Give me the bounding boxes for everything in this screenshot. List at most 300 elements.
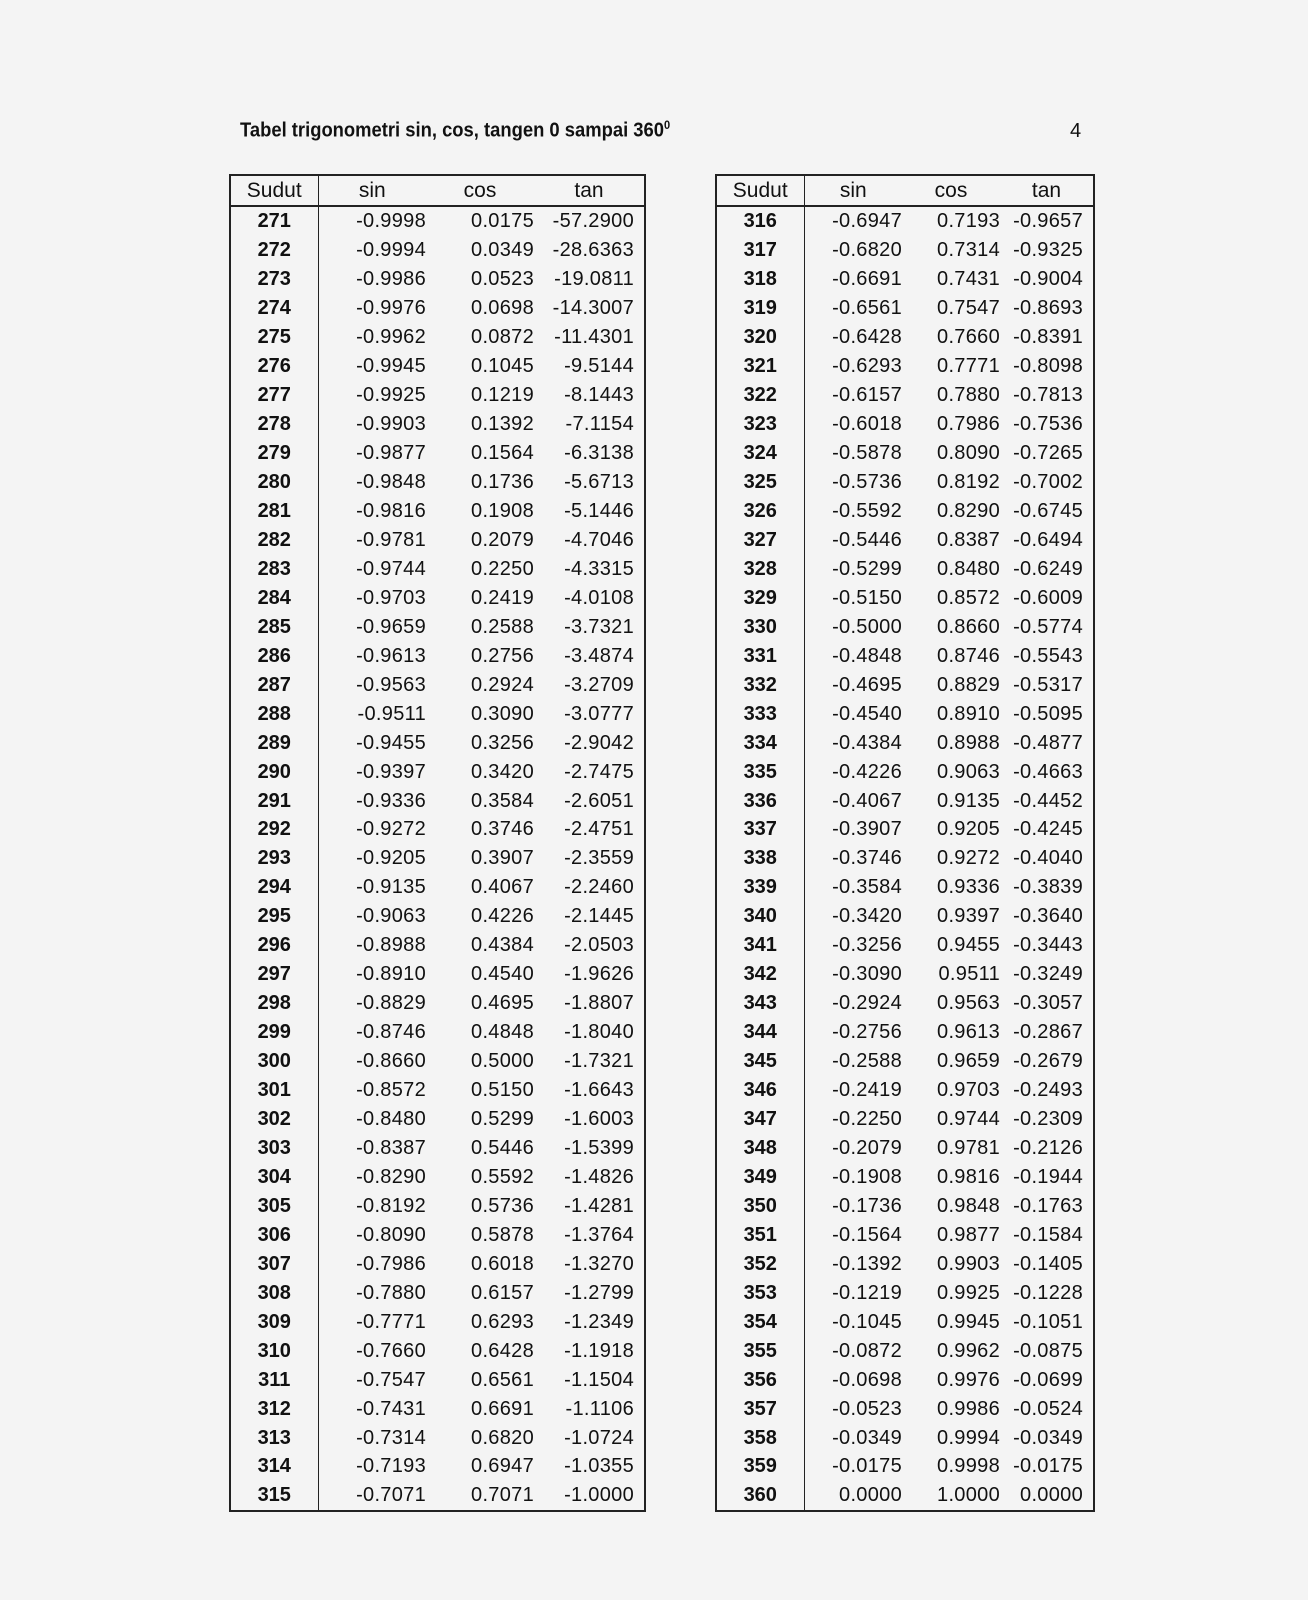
cell-sudut: 272: [230, 236, 318, 265]
cell-sin: -0.8192: [356, 1194, 426, 1217]
cell-tan: -4.0108: [564, 586, 634, 609]
cell-sin: -0.2079: [832, 1136, 902, 1159]
cell-cos: 0.3420: [471, 760, 534, 783]
cell-sudut: 338: [716, 844, 804, 873]
cell-tan: -6.3138: [564, 442, 634, 465]
cell-cos: 0.8387: [937, 528, 1000, 551]
cell-cos: 0.9703: [937, 1079, 1000, 1102]
cell-cos: 0.0175: [471, 210, 534, 233]
table-row: [230, 323, 645, 352]
cell-cos: 0.7431: [937, 268, 1000, 291]
table-row: [716, 294, 1094, 323]
cell-sudut: 354: [716, 1307, 804, 1336]
cell-tan: -0.1584: [1013, 1223, 1083, 1246]
header-tan: tan: [1000, 175, 1094, 206]
cell-cos: 0.6561: [471, 1368, 534, 1391]
cell-sudut: 310: [230, 1336, 318, 1365]
table-row: [716, 786, 1094, 815]
cell-sudut: 289: [230, 728, 318, 757]
cell-sudut: 319: [716, 294, 804, 323]
table-row: [716, 468, 1094, 497]
header-sudut: Sudut: [230, 175, 318, 206]
cell-sin: -0.9336: [356, 789, 426, 812]
cell-cos: 0.9816: [937, 1165, 1000, 1188]
cell-sudut: 304: [230, 1162, 318, 1191]
cell-tan: -2.3559: [564, 847, 634, 870]
cell-sin: -0.0175: [832, 1455, 902, 1478]
cell-tan: -0.6009: [1013, 586, 1083, 609]
cell-cos: 0.5299: [471, 1108, 534, 1131]
table-row: [230, 1134, 645, 1163]
cell-tan: -1.3270: [564, 1252, 634, 1275]
table-row: [716, 497, 1094, 526]
cell-sin: -0.0698: [832, 1368, 902, 1391]
cell-cos: 0.1736: [471, 471, 534, 494]
cell-sin: -0.6820: [832, 239, 902, 262]
page-title: [240, 118, 670, 143]
cell-tan: -1.2799: [564, 1281, 634, 1304]
cell-sin: -0.9925: [356, 384, 426, 407]
table-row: [716, 1076, 1094, 1105]
cell-cos: 0.7547: [937, 297, 1000, 320]
cell-tan: -2.4751: [564, 818, 634, 841]
cell-cos: 0.9336: [937, 876, 1000, 899]
cell-sudut: 312: [230, 1394, 318, 1423]
cell-sudut: 275: [230, 323, 318, 352]
cell-sudut: 306: [230, 1220, 318, 1249]
cell-cos: 0.9563: [937, 992, 1000, 1015]
table-row: [716, 960, 1094, 989]
table-row: [716, 1220, 1094, 1249]
table-row: [716, 1134, 1094, 1163]
cell-tan: -9.5144: [564, 355, 634, 378]
table-row: [716, 641, 1094, 670]
table-row: [716, 1394, 1094, 1423]
cell-sin: -0.2924: [832, 992, 902, 1015]
cell-sin: -0.9903: [356, 413, 426, 436]
cell-tan: -0.2126: [1013, 1136, 1083, 1159]
cell-sin: -0.6428: [832, 326, 902, 349]
table-row: [230, 265, 645, 294]
cell-sin: -0.9205: [356, 847, 426, 870]
cell-tan: -8.1443: [564, 384, 634, 407]
cell-tan: -19.0811: [554, 268, 634, 291]
cell-tan: -2.7475: [564, 760, 634, 783]
cell-sin: -0.3584: [832, 876, 902, 899]
table-row: [716, 352, 1094, 381]
cell-cos: 0.8572: [937, 586, 1000, 609]
cell-tan: -3.2709: [564, 673, 634, 696]
cell-tan: -1.4281: [564, 1194, 634, 1217]
table-row: [230, 1162, 645, 1191]
cell-sudut: 330: [716, 612, 804, 641]
cell-tan: -0.0875: [1013, 1339, 1083, 1362]
table-row: [716, 439, 1094, 468]
cell-cos: 0.9397: [937, 905, 1000, 928]
cell-cos: 0.1219: [471, 384, 534, 407]
cell-sudut: 344: [716, 1018, 804, 1047]
cell-tan: -0.4245: [1013, 818, 1083, 841]
table-row: [230, 525, 645, 554]
cell-tan: -1.9626: [564, 963, 634, 986]
cell-tan: -0.7813: [1013, 384, 1083, 407]
cell-cos: 0.9744: [937, 1108, 1000, 1131]
cell-tan: -1.3764: [564, 1223, 634, 1246]
cell-tan: -0.4452: [1013, 789, 1083, 812]
cell-sin: -0.9976: [356, 297, 426, 320]
cell-tan: -3.7321: [564, 615, 634, 638]
cell-sin: -0.9135: [356, 876, 426, 899]
cell-cos: 0.3907: [471, 847, 534, 870]
table-row: [230, 352, 645, 381]
cell-sudut: 345: [716, 1047, 804, 1076]
cell-sudut: 290: [230, 757, 318, 786]
cell-tan: -0.9325: [1013, 239, 1083, 262]
cell-cos: 0.5878: [471, 1223, 534, 1246]
cell-cos: 0.7986: [937, 413, 1000, 436]
table-row: [716, 525, 1094, 554]
table-row: [716, 1162, 1094, 1191]
cell-sudut: 350: [716, 1191, 804, 1220]
cell-cos: 0.5000: [471, 1050, 534, 1073]
cell-sudut: 271: [230, 206, 318, 236]
cell-tan: -5.6713: [564, 471, 634, 494]
cell-cos: 0.9848: [937, 1194, 1000, 1217]
cell-sudut: 273: [230, 265, 318, 294]
cell-cos: 0.0698: [471, 297, 534, 320]
cell-cos: 0.7071: [471, 1484, 534, 1507]
table-row: [230, 612, 645, 641]
cell-sin: -0.7071: [356, 1484, 426, 1507]
cell-tan: -0.6745: [1013, 500, 1083, 522]
cell-sudut: 303: [230, 1134, 318, 1163]
cell-sudut: 295: [230, 902, 318, 931]
table-row: [230, 468, 645, 497]
table-row: [230, 1249, 645, 1278]
cell-sin: -0.0872: [832, 1339, 902, 1362]
cell-sin: -0.1908: [832, 1165, 902, 1188]
trig-table-left: [229, 174, 646, 1512]
cell-cos: 0.1392: [471, 413, 534, 436]
cell-sin: -0.5299: [832, 557, 902, 580]
cell-sudut: 333: [716, 699, 804, 728]
cell-tan: -1.6643: [564, 1079, 634, 1102]
cell-sin: -0.8829: [356, 992, 426, 1015]
table-row: [716, 236, 1094, 265]
table-row: [230, 786, 645, 815]
cell-sin: -0.9877: [356, 442, 426, 465]
cell-sin: -0.9986: [356, 268, 426, 291]
cell-tan: -1.5399: [564, 1136, 634, 1159]
cell-cos: 0.5592: [471, 1165, 534, 1188]
cell-sin: -0.9563: [356, 673, 426, 696]
cell-cos: 0.4695: [471, 992, 534, 1015]
cell-sin: -0.7547: [356, 1368, 426, 1391]
cell-sudut: 347: [716, 1105, 804, 1134]
table-body-right: [716, 206, 1094, 1511]
cell-cos: 0.2079: [471, 528, 534, 551]
table-row: [716, 902, 1094, 931]
cell-sin: -0.9998: [356, 210, 426, 233]
cell-tan: -0.3443: [1013, 934, 1083, 957]
cell-sudut: 322: [716, 381, 804, 410]
table-row: [716, 1452, 1094, 1481]
table-row: [230, 381, 645, 410]
cell-sudut: 284: [230, 583, 318, 612]
cell-sudut: 299: [230, 1018, 318, 1047]
cell-tan: -0.4877: [1013, 731, 1083, 754]
cell-sudut: 343: [716, 989, 804, 1018]
table-row: [230, 1423, 645, 1452]
cell-sudut: 281: [230, 497, 318, 526]
table-row: [230, 670, 645, 699]
cell-cos: 0.7193: [937, 210, 1000, 233]
cell-sudut: 282: [230, 525, 318, 554]
cell-tan: -0.9657: [1013, 210, 1083, 233]
table-row: [230, 757, 645, 786]
cell-cos: 0.9925: [937, 1281, 1000, 1304]
cell-sudut: 331: [716, 641, 804, 670]
cell-sin: -0.9613: [356, 644, 426, 667]
cell-sudut: 342: [716, 960, 804, 989]
cell-cos: 0.1908: [471, 500, 534, 522]
cell-tan: -1.1504: [564, 1368, 634, 1391]
cell-cos: 0.9998: [937, 1455, 1000, 1478]
cell-cos: 1.0000: [937, 1484, 1000, 1507]
cell-sin: -0.8988: [356, 934, 426, 957]
cell-sudut: 286: [230, 641, 318, 670]
cell-sudut: 296: [230, 931, 318, 960]
cell-sin: -0.4384: [832, 731, 902, 754]
table-row: [716, 757, 1094, 786]
cell-sudut: 320: [716, 323, 804, 352]
cell-tan: -1.4826: [564, 1165, 634, 1188]
cell-sudut: 291: [230, 786, 318, 815]
cell-tan: -0.8693: [1013, 297, 1083, 320]
table-header-row: [716, 175, 1094, 206]
cell-tan: -0.8391: [1013, 326, 1083, 349]
cell-cos: 0.9994: [937, 1426, 1000, 1449]
table-row: [716, 1307, 1094, 1336]
cell-cos: 0.2588: [471, 615, 534, 638]
table-row: [230, 1076, 645, 1105]
cell-tan: -2.9042: [564, 731, 634, 754]
cell-sin: -0.5000: [832, 615, 902, 638]
cell-cos: 0.8090: [937, 442, 1000, 465]
table-row: [230, 1365, 645, 1394]
cell-sin: -0.9511: [357, 702, 426, 725]
cell-cos: 0.9986: [937, 1397, 1000, 1420]
cell-cos: 0.3584: [471, 789, 534, 812]
cell-sudut: 328: [716, 554, 804, 583]
cell-cos: 0.9205: [937, 818, 1000, 841]
cell-tan: -0.2679: [1013, 1050, 1083, 1073]
table-row: [716, 1423, 1094, 1452]
cell-cos: 0.0349: [471, 239, 534, 262]
cell-cos: 0.2250: [471, 557, 534, 580]
table-row: [716, 931, 1094, 960]
cell-sudut: 300: [230, 1047, 318, 1076]
cell-sudut: 335: [716, 757, 804, 786]
table-row: [716, 612, 1094, 641]
cell-sudut: 359: [716, 1452, 804, 1481]
cell-tan: -2.0503: [564, 934, 634, 957]
cell-tan: -0.7265: [1013, 442, 1083, 465]
cell-sudut: 323: [716, 410, 804, 439]
table-row: [716, 873, 1094, 902]
cell-sudut: 274: [230, 294, 318, 323]
cell-sin: -0.9962: [356, 326, 426, 349]
cell-sudut: 317: [716, 236, 804, 265]
table-body-left: [230, 206, 645, 1511]
cell-sin: -0.8660: [356, 1050, 426, 1073]
cell-cos: 0.6820: [471, 1426, 534, 1449]
cell-tan: -0.1944: [1013, 1165, 1083, 1188]
cell-cos: 0.9976: [937, 1368, 1000, 1391]
cell-tan: -0.7536: [1013, 413, 1083, 436]
cell-cos: 0.4384: [471, 934, 534, 957]
cell-sin: -0.9703: [356, 586, 426, 609]
cell-tan: -4.7046: [564, 528, 634, 551]
cell-sudut: 316: [716, 206, 804, 236]
table-row: [230, 844, 645, 873]
cell-sin: -0.8480: [356, 1108, 426, 1131]
cell-sudut: 278: [230, 410, 318, 439]
table-row: [230, 439, 645, 468]
cell-tan: -1.8040: [564, 1021, 634, 1044]
table-row: [230, 931, 645, 960]
table-row: [716, 844, 1094, 873]
cell-sin: -0.9781: [356, 528, 426, 551]
table-row: [230, 960, 645, 989]
cell-sin: -0.1392: [832, 1252, 902, 1275]
cell-cos: 0.6947: [471, 1455, 534, 1478]
cell-sin: -0.6561: [832, 297, 902, 320]
table-row: [230, 497, 645, 526]
cell-sin: -0.3256: [832, 934, 902, 957]
table-row: [230, 1220, 645, 1249]
cell-sudut: 326: [716, 497, 804, 526]
cell-sin: -0.2419: [832, 1079, 902, 1102]
cell-sudut: 360: [716, 1481, 804, 1511]
cell-sudut: 352: [716, 1249, 804, 1278]
cell-cos: 0.8192: [937, 471, 1000, 494]
cell-sin: -0.8910: [356, 963, 426, 986]
cell-sin: -0.7771: [356, 1310, 426, 1333]
cell-tan: -1.1918: [564, 1339, 634, 1362]
cell-cos: 0.9781: [937, 1136, 1000, 1159]
table-row: [230, 873, 645, 902]
cell-cos: 0.9903: [937, 1252, 1000, 1275]
cell-tan: -0.5543: [1013, 644, 1083, 667]
cell-sudut: 302: [230, 1105, 318, 1134]
cell-cos: 0.7880: [937, 384, 1000, 407]
cell-cos: 0.6018: [471, 1252, 534, 1275]
cell-cos: 0.4226: [471, 905, 534, 928]
table-header-row: [230, 175, 645, 206]
table-row: [230, 902, 645, 931]
cell-cos: 0.9877: [937, 1223, 1000, 1246]
header-sudut: Sudut: [716, 175, 804, 206]
cell-cos: 0.3256: [471, 731, 534, 754]
table-row: [230, 699, 645, 728]
cell-tan: -1.0000: [564, 1484, 634, 1507]
cell-tan: -0.0524: [1013, 1397, 1083, 1420]
cell-sin: -0.6157: [832, 384, 902, 407]
cell-sin: -0.4848: [832, 644, 902, 667]
cell-sudut: 280: [230, 468, 318, 497]
cell-cos: 0.0872: [471, 326, 534, 349]
cell-sin: -0.9945: [356, 355, 426, 378]
cell-sin: -0.4226: [832, 760, 902, 783]
table-row: [716, 989, 1094, 1018]
table-row: [716, 1191, 1094, 1220]
cell-sudut: 311: [230, 1365, 318, 1394]
cell-cos: 0.6428: [471, 1339, 534, 1362]
cell-sin: -0.3907: [832, 818, 902, 841]
cell-sudut: 318: [716, 265, 804, 294]
table-row: [716, 1336, 1094, 1365]
cell-sudut: 276: [230, 352, 318, 381]
cell-sudut: 329: [716, 583, 804, 612]
cell-sudut: 346: [716, 1076, 804, 1105]
table-row: [716, 670, 1094, 699]
cell-sudut: 353: [716, 1278, 804, 1307]
table-row: [716, 265, 1094, 294]
cell-cos: 0.2419: [471, 586, 534, 609]
cell-sin: -0.5878: [832, 442, 902, 465]
cell-tan: -1.8807: [564, 992, 634, 1015]
cell-tan: -1.6003: [564, 1108, 634, 1131]
cell-sin: -0.9848: [356, 471, 426, 494]
trig-table-right: [715, 174, 1095, 1512]
cell-sin: -0.9816: [356, 500, 426, 522]
cell-sin: -0.4067: [832, 789, 902, 812]
cell-sudut: 308: [230, 1278, 318, 1307]
cell-tan: -0.4040: [1013, 847, 1083, 870]
cell-cos: 0.2924: [471, 673, 534, 696]
table-row: [716, 815, 1094, 844]
cell-cos: 0.6691: [471, 1397, 534, 1420]
cell-tan: -0.3640: [1013, 905, 1083, 928]
cell-cos: 0.9063: [937, 760, 1000, 783]
cell-tan: -0.4663: [1013, 760, 1083, 783]
cell-tan: -1.2349: [564, 1310, 634, 1333]
cell-cos: 0.9945: [937, 1310, 1000, 1333]
table-row: [716, 728, 1094, 757]
cell-tan: -7.1154: [565, 413, 634, 436]
table-row: [716, 1018, 1094, 1047]
cell-tan: -2.6051: [564, 789, 634, 812]
table-row: [230, 1191, 645, 1220]
cell-sin: -0.8746: [356, 1021, 426, 1044]
cell-sin: -0.6018: [832, 413, 902, 436]
cell-sudut: 315: [230, 1481, 318, 1511]
cell-tan: -0.9004: [1013, 268, 1083, 291]
table-row: [230, 1105, 645, 1134]
table-row: [716, 1365, 1094, 1394]
cell-sin: -0.9659: [356, 615, 426, 638]
cell-sudut: 297: [230, 960, 318, 989]
header-cos: cos: [902, 175, 1000, 206]
cell-tan: -1.0355: [564, 1455, 634, 1478]
cell-sudut: 348: [716, 1134, 804, 1163]
cell-tan: -0.0349: [1013, 1426, 1083, 1449]
header-tan: tan: [534, 175, 645, 206]
cell-sin: -0.6947: [832, 210, 902, 233]
cell-tan: -0.5774: [1013, 615, 1083, 638]
table-row: [230, 410, 645, 439]
